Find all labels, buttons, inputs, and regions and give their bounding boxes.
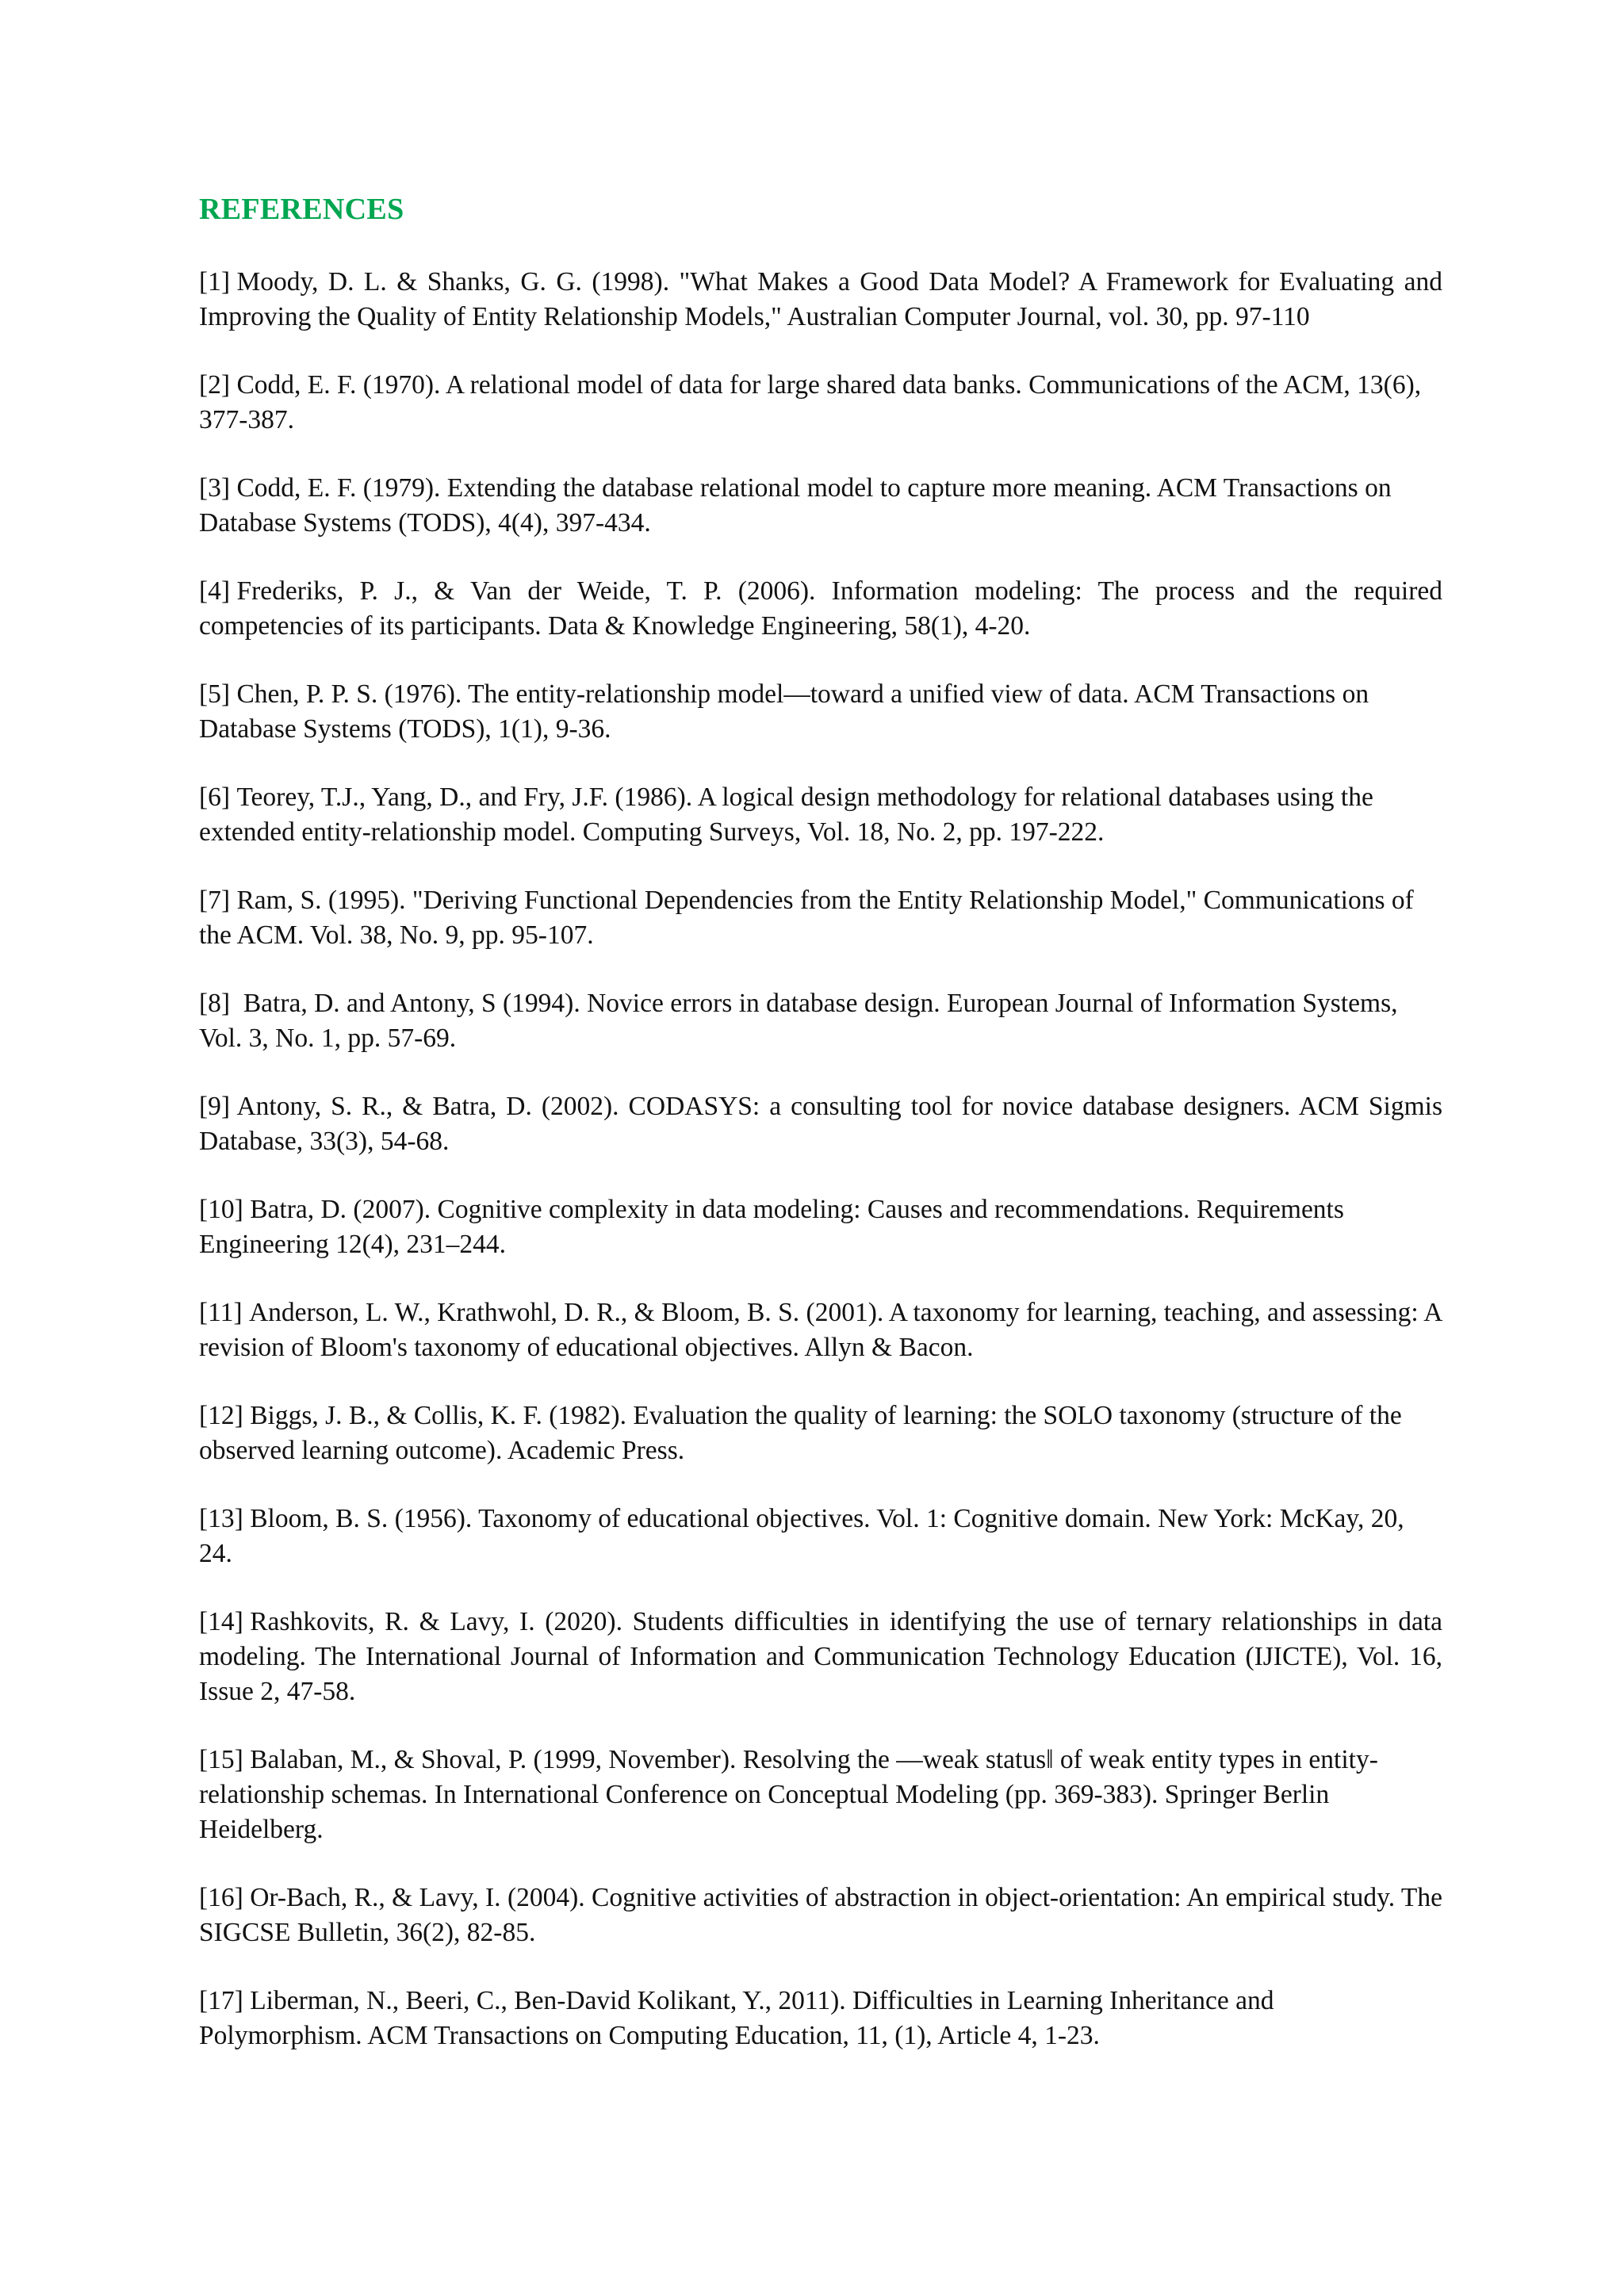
reference-number: [11] (199, 1298, 243, 1327)
reference-item (199, 883, 1442, 953)
reference-text: Codd, E. F. (1970). A relational model of data for large shared data banks. Communications of the ACM, 13(6), 377-387. (199, 370, 1422, 434)
reference-item (199, 1984, 1442, 2053)
reference-item (199, 574, 1442, 644)
reference-text: Antony, S. R., & Batra, D. (2002). CODASYS: a consulting tool for novice database designers. ACM Sigmis Database, 33(3), 54-68. (199, 1092, 1442, 1156)
reference-text: Moody, D. L. & Shanks, G. G. (1998). "What Makes a Good Data Model? A Framework for Evaluating and Improving the Quality of Entity Relationship Models," Australian Computer Journal, vol. 30, pp. 97-110 (199, 267, 1442, 331)
references-heading: REFERENCES (199, 193, 404, 226)
reference-list (199, 265, 1442, 2053)
reference-text: Batra, D. (2007). Cognitive complexity in data modeling: Causes and recommendations. Requirements Engineering 12(4), 231–244. (199, 1195, 1344, 1259)
reference-text: Bloom, B. S. (1956). Taxonomy of educational objectives. Vol. 1: Cognitive domain. New York: McKay, 20, 24. (199, 1504, 1404, 1568)
reference-item (199, 1605, 1442, 1709)
reference-text: Teorey, T.J., Yang, D., and Fry, J.F. (1986). A logical design methodology for relational databases using the extended entity-relationship model. Computing Surveys, Vol. 18, No. 2, pp. 197-222. (199, 783, 1373, 847)
reference-item (199, 1743, 1442, 1847)
reference-text: Liberman, N., Beeri, C., Ben-David Kolikant, Y., 2011). Difficulties in Learning Inheritance and Polymorphism. ACM Transactions on Computing Education, 11, (1), Article 4, 1-23. (199, 1986, 1274, 2050)
reference-text: Codd, E. F. (1979). Extending the database relational model to capture more meaning. ACM Transactions on Database Systems (TODS), 4(4), 397-434. (199, 473, 1392, 538)
reference-number: [16] (199, 1883, 243, 1912)
reference-item (199, 368, 1442, 438)
reference-item (199, 1295, 1442, 1365)
reference-item (199, 780, 1442, 850)
reference-number: [5] (199, 679, 231, 709)
reference-text: Anderson, L. W., Krathwohl, D. R., & Bloom, B. S. (2001). A taxonomy for learning, teaching, and assessing: A revision of Bloom's taxonomy of educational objectives. Allyn & Bacon. (199, 1298, 1442, 1362)
reference-text: Balaban, M., & Shoval, P. (1999, November). Resolving the ―weak status‖ of weak entity types in entity-relationship schemas. In International Conference on Conceptual Modeling (pp. 369-383). Springer Berlin Heidelberg. (199, 1745, 1378, 1844)
reference-number: [13] (199, 1504, 243, 1533)
reference-number: [17] (199, 1986, 243, 2015)
reference-text: Batra, D. and Antony, S (1994). Novice errors in database design. European Journal of Information Systems, Vol. 3, No. 1, pp. 57-69. (199, 989, 1398, 1053)
reference-number: [10] (199, 1195, 243, 1224)
reference-number: [14] (199, 1607, 243, 1636)
reference-number: [7] (199, 886, 231, 915)
reference-number: [1] (199, 267, 231, 297)
reference-item (199, 471, 1442, 541)
reference-number: [6] (199, 783, 231, 812)
reference-text: Rashkovits, R. & Lavy, I. (2020). Students difficulties in identifying the use of ternary relationships in data modeling. The International Journal of Information and Communication Technology Education (IJICTE), Vol. 16, Issue 2, 47-58. (199, 1607, 1442, 1706)
reference-number: [9] (199, 1092, 231, 1121)
reference-text: Frederiks, P. J., & Van der Weide, T. P. (2006). Information modeling: The process and the required competencies of its participants. Data & Knowledge Engineering, 58(1), 4-20. (199, 576, 1442, 641)
reference-item (199, 1089, 1442, 1159)
references-page (199, 190, 1442, 2087)
reference-item (199, 1502, 1442, 1571)
reference-text: Ram, S. (1995). "Deriving Functional Dependencies from the Entity Relationship Model," Communications of the ACM. Vol. 38, No. 9, pp. 95-107. (199, 886, 1414, 950)
reference-item (199, 677, 1442, 747)
reference-text: Chen, P. P. S. (1976). The entity-relationship model—toward a unified view of data. ACM Transactions on Database Systems (TODS), 1(1), 9-36. (199, 679, 1369, 744)
reference-item (199, 1881, 1442, 1950)
reference-item (199, 986, 1442, 1056)
reference-text: Biggs, J. B., & Collis, K. F. (1982). Evaluation the quality of learning: the SOLO taxonomy (structure of the observed learning outcome). Academic Press. (199, 1401, 1402, 1465)
reference-text: Or-Bach, R., & Lavy, I. (2004). Cognitive activities of abstraction in object-orientation: An empirical study. The SIGCSE Bulletin, 36(2), 82-85. (199, 1883, 1442, 1947)
reference-item (199, 265, 1442, 335)
reference-number: [15] (199, 1745, 243, 1774)
reference-number: [12] (199, 1401, 243, 1430)
reference-number: [2] (199, 370, 231, 400)
reference-number: [4] (199, 576, 231, 606)
reference-number: [3] (199, 473, 231, 503)
reference-item (199, 1192, 1442, 1262)
reference-number: [8] (199, 989, 231, 1018)
reference-item (199, 1399, 1442, 1468)
